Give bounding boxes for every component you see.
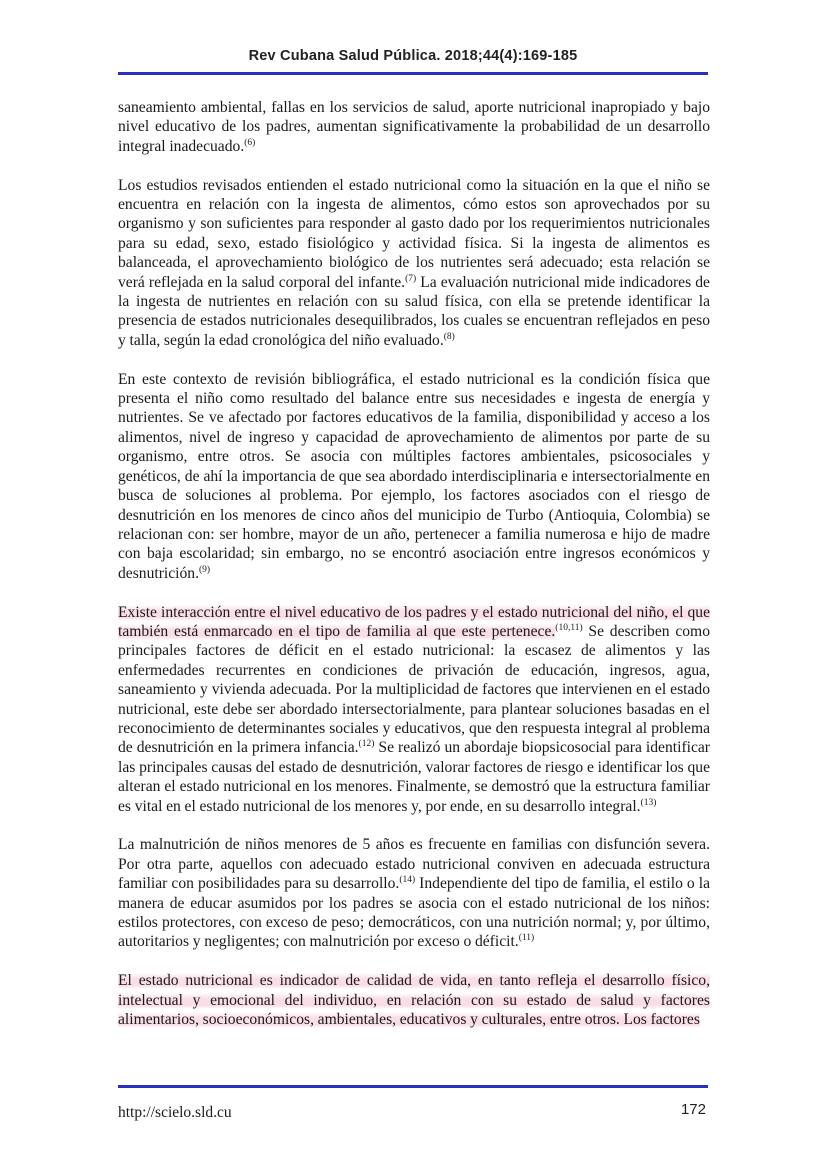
citation-ref: (9) [198,564,211,575]
paragraph-text: Los estudios revisados entienden el estado nutricional como la situación en la que el niño se encuentra en relación con la ingesta de alimentos, cómo estos son aprovechados por su organismo y son suficientes para responder al gasto dado por los requerimientos nutricionales para su edad, sexo, estado fisiológico y actividad física. Si la ingesta de alimentos es balanceada, el aprovechamiento biológico de los nutrientes será adecuado; esta relación se verá reflejada en la salud corporal del infante. [118,176,710,291]
journal-running-head: Rev Cubana Salud Pública. 2018;44(4):169-185 [248,48,578,64]
header-rule [118,72,708,75]
footer-rule [118,1085,708,1088]
paragraph-text: saneamiento ambiental, fallas en los servicios de salud, aporte nutricional inapropiado y bajo nivel educativo de los padres, aumentan significativamente la probabilidad de un desarrollo integral inadecuado. [118,99,710,155]
citation-ref: (12) [358,739,375,750]
paragraph-1 [118,98,710,156]
citation-ref: (13) [640,797,657,808]
citation-ref: (7) [405,273,417,284]
paragraph-2 [118,176,710,351]
paragraph-text: En este contexto de revisión bibliográfica, el estado nutricional es la condición física que presenta el niño como resultado del balance entre sus necesidades e ingesta de energía y nutrientes. Se ve afectado por factores educativos de la familia, disponibilidad y acceso a los alimentos, nivel de ingreso y capacidad de aprovechamiento de alimentos por parte de su organismo, entre otros. Se asocia con múltiples factores ambientales, psicosociales y genéticos, de ahí la importancia de que sea abordado interdisciplinaria e intersectorialmente en busca de soluciones al problema. Por ejemplo, los factores asociados con el riesgo de desnutrición en los menores de cinco años del municipio de Turbo (Antioquia, Colombia) se relacionan con: ser hombre, mayor de un año, pertenecer a familia numerosa e hijo de madre con baja escolaridad; sin embargo, no se encontró asociación entre ingresos económicos y desnutrición. [118,370,710,582]
citation-ref: (10,11) [555,622,583,633]
highlighted-text: Existe interacción entre el nivel educativo de los padres y el estado nutricional del niño, el que también está enmarcado en el tipo de familia al que este pertenece. [118,603,710,640]
paragraph-text: Se describen como principales factores de déficit en el estado nutricional: la escasez de alimentos y las enfermedades recurrentes en condiciones de privación de educación, ingresos, agua, saneamiento y vivienda adecuada. Por la multiplicidad de factores que intervienen en el estado nutricional, este debe ser abordado intersectorialmente, para plantear soluciones basadas en el reconocimiento de determinantes sociales y educativos, que den respuesta integral al problema de desnutrición en la primera infancia. [118,622,710,757]
paragraph-6 [118,971,710,1029]
paragraph-text: Independiente del tipo de familia, el estilo o la manera de educar asumidos por los padres se asocia con el estado nutricional de los niños: estilos protectores, con exceso de peso; democráticos, con una nutrición normal; y, por último, autoritarios y negligentes; con malnutrición por exceso o déficit. [118,875,710,951]
citation-ref: (6) [244,137,256,148]
page-number: 172 [680,1101,706,1118]
citation-ref: (14) [399,875,416,886]
paragraph-text: La malnutrición de niños menores de 5 años es frecuente en familias con disfunción severa. Por otra parte, aquellos con adecuado estado nutricional conviven en adecuada estructura familiar con posibilidades para su desarrollo. [118,836,710,893]
citation-ref: (11) [518,933,535,944]
footer-url-link[interactable]: http://scielo.sld.cu [118,1104,232,1121]
paragraph-3 [118,370,710,583]
paragraph-4 [118,603,710,816]
citation-ref: (8) [443,331,455,342]
paragraph-5 [118,835,710,951]
paragraph-text: Se realizó un abordaje biopsicosocial para identificar las principales causas del estado de desnutrición, valorar factores de riesgo e identificar los que alteran el estado nutricional en los menores. Finalmente, se demostró que la estructura familiar es vital en el estado nutricional de los menores y, por ende, en su desarrollo integral. [118,739,711,815]
article-body [118,98,710,1049]
highlighted-text: El estado nutricional es indicador de calidad de vida, en tanto refleja el desarrollo físico, intelectual y emocional del individuo, en relación con su estado de salud y factores alimentarios, socioeconómicos, ambientales, educativos y culturales, entre otros. Los factores [118,972,710,1029]
paragraph-text: La evaluación nutricional mide indicadores de la ingesta de nutrientes en relación con su salud física, con ella se pretende identificar la presencia de estados nutricionales desequilibrados, los cuales se encuentran reflejados en peso y talla, según la edad cronológica del niño evaluado. [118,273,710,349]
